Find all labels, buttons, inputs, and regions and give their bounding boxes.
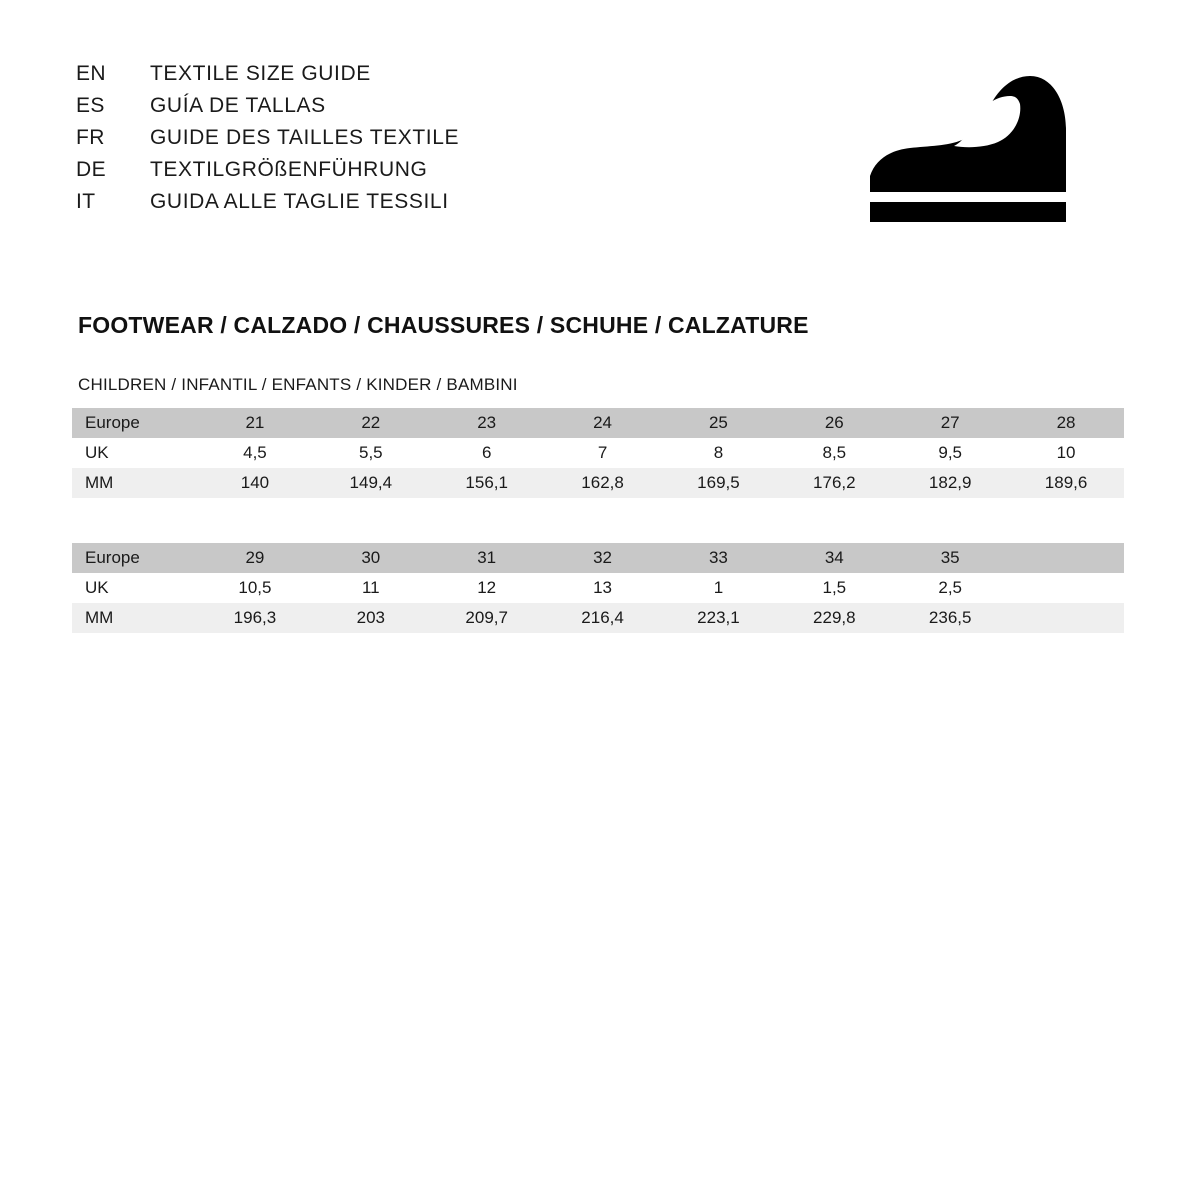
table-cell: 27 [892,408,1008,438]
table-cell: 10,5 [197,573,313,603]
language-list [76,62,459,222]
table-cell: 223,1 [661,603,777,633]
language-row [76,190,459,214]
language-title: GUIDA ALLE TAGLIE TESSILI [150,190,449,213]
table-cell: 8,5 [776,438,892,468]
header [76,62,1136,227]
table-cell: 29 [197,543,313,573]
table-cell: 22 [313,408,429,438]
table-cell: 189,6 [1008,468,1124,498]
table-cell: 169,5 [661,468,777,498]
size-table-children-2 [72,543,1124,633]
table-cell: 209,7 [429,603,545,633]
table-cell: 32 [545,543,661,573]
table-cell: 34 [776,543,892,573]
table-cell-empty [1008,573,1124,603]
table-cell: 23 [429,408,545,438]
table-cell: 24 [545,408,661,438]
row-label: UK [72,438,197,468]
row-label: Europe [72,408,197,438]
language-row [76,94,459,118]
table-cell: 33 [661,543,777,573]
row-label: UK [72,573,197,603]
table-cell: 182,9 [892,468,1008,498]
language-title: TEXTILGRÖßENFÜHRUNG [150,158,428,181]
table-cell: 4,5 [197,438,313,468]
language-row [76,158,459,182]
table-cell: 11 [313,573,429,603]
table-cell: 8 [661,438,777,468]
size-table-children-1 [72,408,1124,498]
table-row [72,573,1124,603]
language-title: GUÍA DE TALLAS [150,94,326,117]
table-cell: 1,5 [776,573,892,603]
table-cell: 149,4 [313,468,429,498]
language-code: FR [76,126,105,149]
table-cell: 6 [429,438,545,468]
language-code: EN [76,62,106,85]
table-cell: 156,1 [429,468,545,498]
table-cell: 9,5 [892,438,1008,468]
page-title: FOOTWEAR / CALZADO / CHAUSSURES / SCHUHE / CALZATURE [78,312,809,338]
table-cell: 162,8 [545,468,661,498]
language-title: TEXTILE SIZE GUIDE [150,62,371,85]
table-cell: 35 [892,543,1008,573]
row-label: MM [72,603,197,633]
table-cell-empty [1008,603,1124,633]
table-cell: 140 [197,468,313,498]
language-row [76,126,459,150]
table-cell: 28 [1008,408,1124,438]
table-cell: 229,8 [776,603,892,633]
table-cell: 25 [661,408,777,438]
table-cell: 1 [661,573,777,603]
table-cell: 5,5 [313,438,429,468]
language-row [76,62,459,86]
table-row [72,603,1124,633]
table-row [72,408,1124,438]
row-label: MM [72,468,197,498]
table-row [72,468,1124,498]
table-row [72,543,1124,573]
table-cell: 31 [429,543,545,573]
language-code: IT [76,190,96,213]
table-cell: 236,5 [892,603,1008,633]
table-cell: 176,2 [776,468,892,498]
language-code: ES [76,94,105,117]
language-title: GUIDE DES TAILLES TEXTILE [150,126,460,149]
table-cell: 2,5 [892,573,1008,603]
shoe-icon [862,72,1074,227]
section-subtitle: CHILDREN / INFANTIL / ENFANTS / KINDER / BAMBINI [78,375,518,394]
table-cell: 7 [545,438,661,468]
row-label: Europe [72,543,197,573]
table-cell-empty [1008,543,1124,573]
table-cell: 21 [197,408,313,438]
table-cell: 196,3 [197,603,313,633]
table-cell: 203 [313,603,429,633]
table-row [72,438,1124,468]
table-cell: 10 [1008,438,1124,468]
table-cell: 216,4 [545,603,661,633]
table-cell: 13 [545,573,661,603]
table-cell: 26 [776,408,892,438]
table-cell: 12 [429,573,545,603]
table-cell: 30 [313,543,429,573]
language-code: DE [76,158,106,181]
